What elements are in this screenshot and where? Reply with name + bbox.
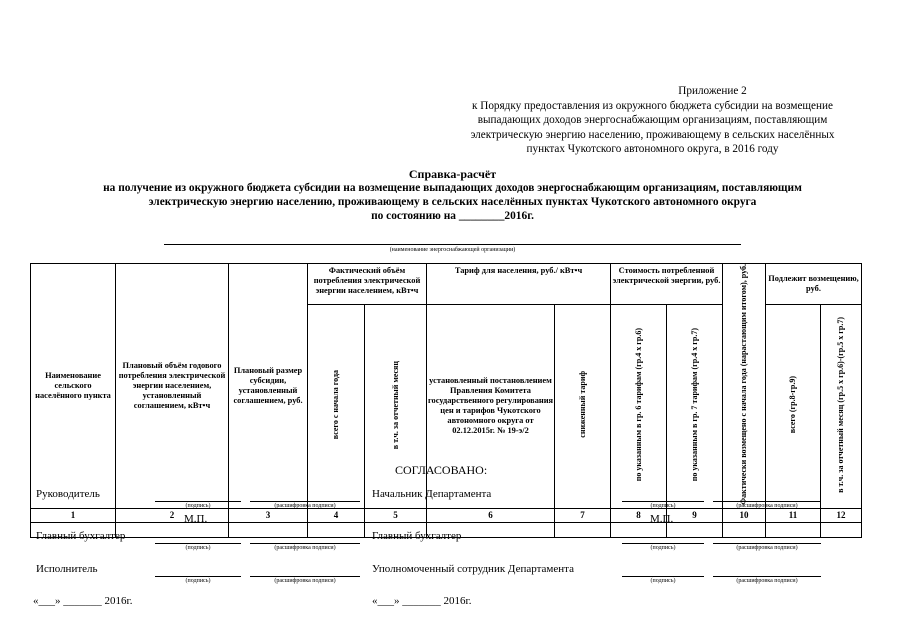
- executor-label: Исполнитель: [36, 563, 98, 575]
- empty-cell[interactable]: [308, 522, 365, 537]
- dept-head-label: Начальник Департамента: [372, 488, 492, 500]
- column-number: 6: [427, 508, 555, 522]
- empty-cell[interactable]: [555, 522, 611, 537]
- title-line: электрическую энергию населению, проживающему в сельских населённых пунктах Чукотского автономного округа: [148, 196, 757, 208]
- dept-official-decode-line[interactable]: [713, 576, 821, 577]
- column-number: 9: [667, 508, 723, 522]
- header-due-total: всего (гр.8-гр.9): [788, 376, 798, 434]
- decode-caption: (расшифровка подписи): [274, 545, 336, 551]
- appendix-line: выпадающих доходов энергоснабжающим организациям, поставляющим: [477, 114, 828, 126]
- chief-accountant-signature-line[interactable]: [155, 543, 241, 544]
- chief-accountant-right-decode-line[interactable]: [713, 543, 821, 544]
- column-number: 8: [611, 508, 667, 522]
- signature-caption: (подпись): [650, 578, 676, 584]
- title-date-line: по состоянию на ________2016г.: [371, 210, 534, 222]
- signature-caption: (подпись): [650, 545, 676, 551]
- column-number: 3: [229, 508, 308, 522]
- column-number: 7: [555, 508, 611, 522]
- date-right: «___» _______ 2016г.: [372, 595, 472, 607]
- agreed-heading: СОГЛАСОВАНО:: [395, 463, 488, 477]
- dept-head-signature-line[interactable]: [622, 501, 704, 502]
- header-cost-8: по указанным в гр. 6 тарифам (гр.4 х гр.6): [633, 328, 643, 482]
- org-name-caption: (наименование энергоснабжающей организации): [389, 247, 516, 253]
- stamp-label: М.П.: [650, 513, 674, 525]
- chief-accountant-label: Главный бухгалтер: [36, 530, 126, 542]
- empty-cell[interactable]: [766, 522, 821, 537]
- column-number: 1: [31, 508, 116, 522]
- chief-accountant-right-label: Главный бухгалтер: [372, 530, 462, 542]
- column-number: 2: [116, 508, 229, 522]
- org-name-field-line: [164, 244, 741, 245]
- signature-caption: (подпись): [650, 503, 676, 509]
- director-decode-line[interactable]: [250, 501, 360, 502]
- header-fact-volume: Фактический объём потребления электрической энергии населением, кВт•ч: [308, 264, 427, 305]
- signature-caption: (подпись): [185, 578, 211, 584]
- column-number: 11: [766, 508, 821, 522]
- title-line: на получение из окружного бюджета субсидии на возмещение выпадающих доходов энергоснабжающим организациям, поставляющим: [103, 182, 802, 194]
- appendix-header: [430, 84, 875, 157]
- empty-cell[interactable]: [229, 522, 308, 537]
- dept-head-decode-line[interactable]: [713, 501, 821, 502]
- date-left: «___» _______ 2016г.: [33, 595, 133, 607]
- header-cost: Стоимость потребленной электрической энергии, руб.: [611, 264, 723, 305]
- header-cost-9: по указанным в гр. 7 тарифам (гр.4 х гр.7): [689, 328, 699, 482]
- header-cost-9-cell: [667, 304, 723, 508]
- header-tariff-low-cell: [555, 304, 611, 508]
- header-tariff-set: установленный постановлением Правления Комитета государственного регулирования цен и тарифов Чукотского автономного округа от 02.12.2015г. № 19-э/2: [427, 304, 555, 508]
- header-due-month: в т.ч. за отчетный месяц (гр.5 х гр.6)-(гр.5 х гр.7): [836, 316, 846, 493]
- director-label: Руководитель: [36, 488, 100, 500]
- decode-caption: (расшифровка подписи): [736, 503, 798, 509]
- empty-cell[interactable]: [723, 522, 766, 537]
- empty-cell[interactable]: [667, 522, 723, 537]
- header-due: Подлежит возмещению, руб.: [766, 264, 862, 305]
- header-plan-subsidy: Плановый размер субсидии, установленный соглашением, руб.: [229, 264, 308, 509]
- appendix-line: к Порядку предоставления из окружного бюджета субсидии на возмещение: [472, 99, 833, 112]
- decode-caption: (расшифровка подписи): [736, 578, 798, 584]
- header-fact-reimbursed-cell: [723, 264, 766, 509]
- title-main: Справка-расчёт: [408, 167, 497, 181]
- empty-cell[interactable]: [116, 522, 229, 537]
- decode-caption: (расшифровка подписи): [274, 503, 336, 509]
- header-due-month-cell: [821, 304, 862, 508]
- header-fact-total: всего с начала года: [331, 370, 341, 440]
- header-cost-8-cell: [611, 304, 667, 508]
- dept-official-signature-line[interactable]: [622, 576, 704, 577]
- decode-caption: (расшифровка подписи): [274, 578, 336, 584]
- header-fact-month: в т.ч. за отчетный месяц: [390, 360, 400, 449]
- signature-caption: (подпись): [185, 503, 211, 509]
- chief-accountant-decode-line[interactable]: [250, 543, 360, 544]
- appendix-number: Приложение 2: [678, 85, 747, 97]
- column-number: 5: [365, 508, 427, 522]
- header-tariff-low: сниженный тариф: [577, 371, 587, 439]
- header-settlement: Наименование сельского населённого пункта: [31, 264, 116, 509]
- chief-accountant-right-signature-line[interactable]: [622, 543, 704, 544]
- column-number: 4: [308, 508, 365, 522]
- appendix-line: электрическую энергию населению, проживающему в сельских населённых: [470, 128, 835, 141]
- header-fact-total-cell: [308, 304, 365, 508]
- dept-official-label: Уполномоченный сотрудник Департамента: [372, 563, 574, 575]
- empty-cell[interactable]: [821, 522, 862, 537]
- executor-decode-line[interactable]: [250, 576, 360, 577]
- column-number: 10: [723, 508, 766, 522]
- header-due-total-cell: [766, 304, 821, 508]
- appendix-line: пунктах Чукотского автономного округа, в 2016 году: [526, 143, 779, 155]
- signature-caption: (подпись): [185, 545, 211, 551]
- director-signature-line[interactable]: [155, 501, 241, 502]
- decode-caption: (расшифровка подписи): [736, 545, 798, 551]
- column-number: 12: [821, 508, 862, 522]
- executor-signature-line[interactable]: [155, 576, 241, 577]
- stamp-label: М.П.: [184, 513, 208, 525]
- header-fact-reimbursed: Фактически возмещено с начала года (нарастающим итогом), руб.: [739, 264, 749, 505]
- header-tariff: Тариф для населения, руб./ кВт•ч: [427, 264, 611, 305]
- header-plan-volume: Плановый объём годового потребления электрической энергии населением, установленный соглашением, кВт•ч: [116, 264, 229, 509]
- document-title: [30, 167, 875, 223]
